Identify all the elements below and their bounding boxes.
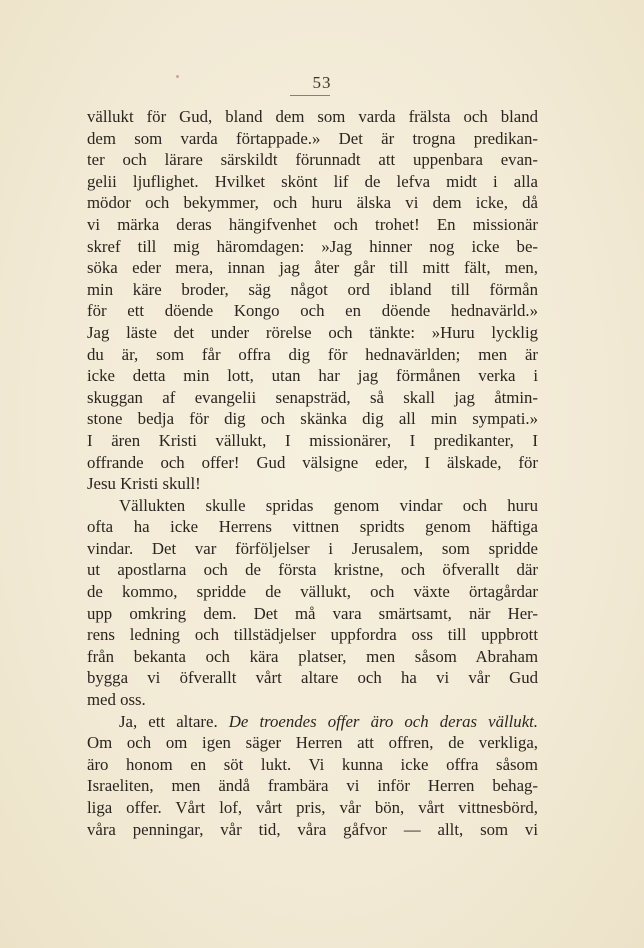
text-line: stone bedja för dig och skänka dig all min sympati.» [87,409,538,429]
body-text [87,106,538,840]
text-line: ter och lärare särskildt förunnadt att uppenbara evan- [87,150,538,170]
text-line: skuggan af evangelii senapsträd, så skall jag åtmin- [87,387,538,407]
text-line: liga offer. Vårt lof, vårt pris, vår bön, vårt vittnesbörd, [87,798,538,817]
text-line: skref till mig häromdagen: »Jag hinner nog icke be- [87,236,538,256]
italic-phrase: De troendes offer äro och deras vällukt. [228,711,539,731]
text-line: icke detta min lott, utan har jag förmånen verka i [87,366,538,386]
text-line: vällukt för Gud, bland dem som varda frälsta och bland [87,107,538,126]
text-line: gelii ljuflighet. Hvilket skönt lif de lefva midt i alla [87,171,538,191]
text-line: rens ledning och tillstädjelser uppfordra oss till uppbrott [87,625,538,645]
header-rule [290,95,330,96]
text-line: vi märka deras hängifvenhet och trohet! En missionär [87,214,538,234]
text-line: de kommo, spridde de vällukt, och växte örtagårdar [87,582,538,602]
text-line: med oss. [87,690,146,710]
text-line: bygga vi öfverallt vårt altare och ha vi vår Gud [87,668,538,688]
text-line: äro honom en söt lukt. Vi kunna icke offra såsom [87,754,538,774]
text-line: söka eder mera, innan jag åter går till mitt fält, men, [87,258,538,278]
text-line: Om och om igen säger Herren att offren, de verkliga, [87,733,538,753]
text-line: Israeliten, men ändå frambära vi inför Herren behag- [87,776,538,796]
text-line: upp omkring dem. Det må vara smärtsamt, när Her- [87,603,538,623]
text-line: våra penningar, vår tid, våra gåfvor — allt, som vi [87,819,538,839]
line-lead: Ja, ett altare. [119,711,218,731]
text-line: ut apostlarna och de första kristne, och öfverallt där [87,560,538,580]
paragraph-start-line: Vällukten skulle spridas genom vindar och huru [119,495,538,515]
text-line: min käre broder, säg något ord ibland till förmån [87,279,538,299]
text-line: vindar. Det var förföljelser i Jerusalem, som spridde [87,538,538,558]
text-line: Jesu Kristi skull! [87,474,201,494]
text-line: för ett döende Kongo och en döende hednavärld.» [87,301,538,321]
page-number: 53 [312,73,332,92]
text-line: du är, som får offra dig för hednavärlden; men är [87,344,538,364]
text-line: Jag läste det under rörelse och tänkte: »Huru lycklig [87,322,538,342]
text-line: offrande och offer! Gud välsigne eder, I älskade, för [87,452,538,472]
text-line: mödor och bekymmer, och huru älska vi dem icke, då [87,193,538,213]
text-line: från bekanta och kära platser, men såsom Abraham [87,646,538,666]
text-line: I ären Kristi vällukt, I missionärer, I predikanter, I [87,430,538,450]
paragraph-start-line [87,711,538,733]
text-line: dem som varda förtappade.» Det är trogna predikan- [87,128,538,148]
text-line: ofta ha icke Herrens vittnen spridts genom häftiga [87,517,538,537]
